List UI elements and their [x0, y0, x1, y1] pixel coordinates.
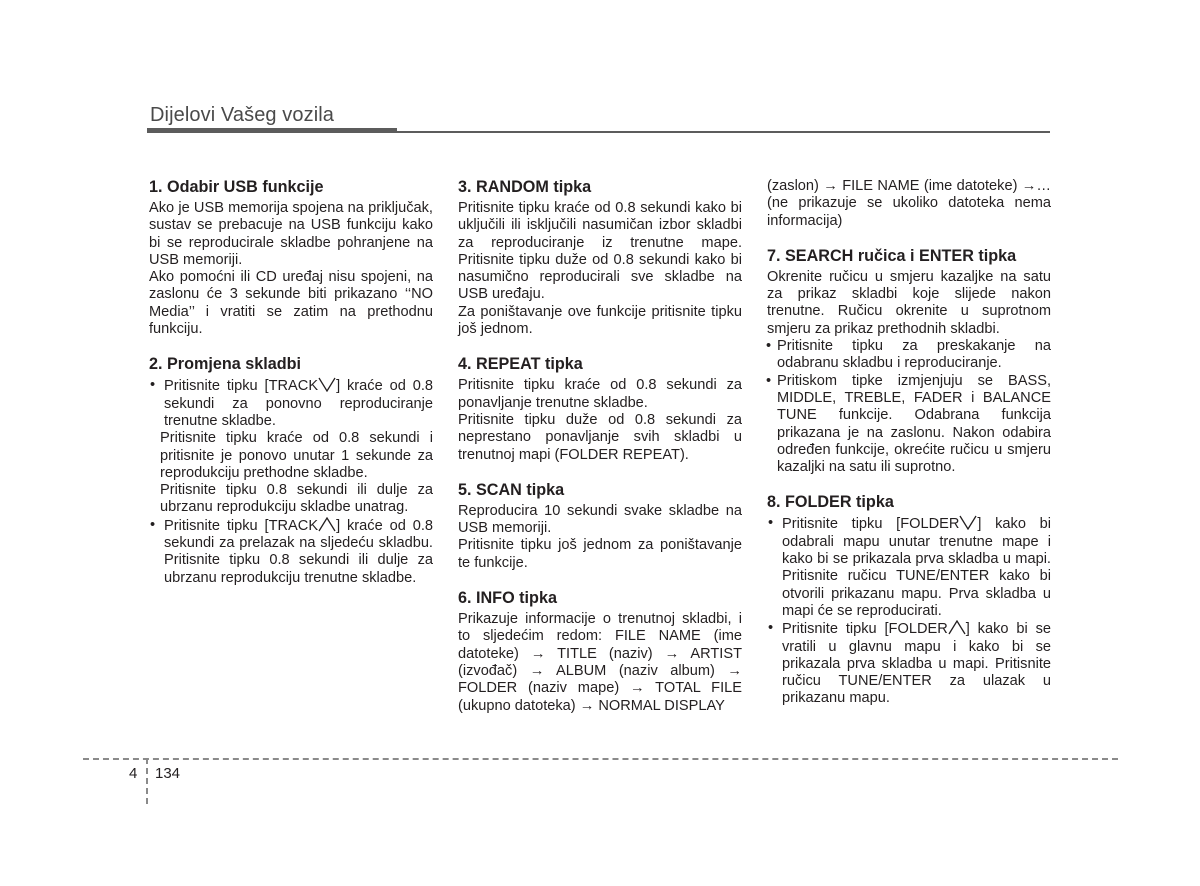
- bullet-text: Pritisnite tipku [TRACK: [164, 378, 319, 395]
- bullet-text: Pritisnite tipku [FOLDER: [782, 516, 960, 533]
- bullet-item: [149, 377, 433, 430]
- section-title-scan: 5. SCAN tipka: [458, 480, 565, 499]
- bullet-item: [767, 515, 1051, 620]
- bullet-item: • Pritisnite tipku za preskakanje na odabranu skladbu i reproduciranje.: [767, 338, 1051, 373]
- bullet-text: ] kako bi odabrali mapu unutar trenutne mape i kako bi se prikazala prva skladba u mapi. Pritisnite ručicu TUNE/ENTER kako bi otvorili prikazanu mapu. Prva skladba u mapi će se reproducirati.: [782, 516, 1051, 619]
- paragraph: Okrenite ručicu u smjeru kazaljke na satu za prikaz skladbi koje slijede nakon trenutne. Ručicu okrenite u suprotnom smjeru za prikaz prethodnih skladbi.: [767, 268, 1051, 337]
- header-rule: [147, 131, 1050, 133]
- paragraph: (zaslon) → FILE NAME (ime datoteke) →… (ne prikazuje se ukoliko datoteka nema informacija): [767, 178, 1051, 229]
- column-3: [767, 178, 1051, 708]
- footer-divider: [83, 758, 1118, 760]
- section-title-info: 6. INFO tipka: [458, 589, 557, 608]
- column-2: [458, 178, 742, 715]
- paragraph: Ako je USB memorija spojena na priključak, sustav se prebacuje na USB funkciju kako bi se reproducirale skladbe pohranjene na USB memoriji.: [149, 200, 433, 268]
- bullet-item: [149, 517, 433, 587]
- paragraph: Pritisnite tipku kraće od 0.8 sekundi za ponavljanje trenutne skladbe.: [458, 377, 742, 411]
- paragraph: Pritisnite tipku kraće od 0.8 sekundi kako bi uključili ili isključili nasumičan izbor skladbi za reproduciranje iz trenutne mape. Pritisnite tipku duže od 0.8 sekundi kako bi nasumično reproducirali sve skladbe na USB uređaju.: [458, 200, 742, 303]
- bullet-text: ] kraće od 0.8 sekundi za ponovno reproduciranje trenutne skladbe.: [164, 378, 433, 429]
- bullet-text: Pritisnite tipku [FOLDER: [782, 621, 948, 638]
- paragraph: Pritisnite tipku 0.8 sekundi ili dulje za ubrzanu reprodukciju skladbe unatrag.: [160, 482, 433, 516]
- paragraph: Pritisnite tipku duže od 0.8 sekundi za neprestano ponavljanje svih skladbi u trenutnoj mapi (FOLDER REPEAT).: [458, 411, 742, 463]
- section-title-folder: 8. FOLDER tipka: [767, 493, 894, 512]
- chevron-up-icon: [948, 620, 966, 635]
- bullet-item: [767, 620, 1051, 707]
- bullet-text: ] kraće od 0.8 sekundi za prelazak na sljedeću skladbu. Pritisnite tipku 0.8 sekundi ili dulje za ubrzanu reprodukciju trenutne skladbe.: [164, 517, 433, 586]
- bullet-text: Pritisnite tipku [TRACK: [164, 517, 319, 534]
- paragraph: Reproducira 10 sekundi svake skladbe na USB memoriji.: [458, 502, 742, 537]
- page-title: Dijelovi Vašeg vozila: [150, 104, 335, 126]
- page-number: 134: [155, 765, 181, 782]
- paragraph: Prikazuje informacije o trenutnoj skladbi, i to sljedećim redom: FILE NAME (ime datoteke) → TITLE (naziv) → ARTIST (izvođač) → ALBUM (naziv album) → FOLDER (naziv mape) → TOTAL FILE (ukupno datoteka) → NORMAL DISPLAY: [458, 611, 742, 714]
- chevron-down-icon: [318, 377, 336, 392]
- bullet-item: • Pritiskom tipke izmjenjuju se BASS, MIDDLE, TREBLE, FADER i BALANCE TUNE funkcije. Odabrana funkcija prikazana je na zaslonu. Nakon odabira određen funkcije, okrećite ručicu u smjeru kazaljki na satu ili suprotno.: [767, 373, 1051, 477]
- bullet-text: ] kako bi se vratili u glavnu mapu i kako bi se prikazala prva skladba u mapi. Pritisnite ručicu TUNE/ENTER za ulazak u prikazanu mapu.: [782, 621, 1051, 707]
- paragraph: Pritisnite tipku kraće od 0.8 sekundi i pritisnite je ponovo unutar 1 sekunde za reprodukciju prethodne skladbe.: [160, 430, 433, 481]
- chevron-up-icon: [318, 517, 336, 532]
- column-1: [149, 178, 433, 587]
- paragraph: Ako pomoćni ili CD uređaj nisu spojeni, na zaslonu će 3 sekunde biti prikazano ‘‘NO Media’’ i vratiti se zatim na prethodnu funkciju.: [149, 269, 433, 338]
- section-title-random: 3. RANDOM tipka: [458, 178, 592, 196]
- section-title-repeat: 4. REPEAT tipka: [458, 355, 583, 374]
- section-title-track: 2. Promjena skladbi: [149, 355, 302, 374]
- paragraph: Za poništavanje ove funkcije pritisnite tipku još jednom.: [458, 303, 742, 338]
- chapter-number: 4: [129, 765, 138, 782]
- chevron-down-icon: [959, 515, 977, 530]
- footer-vertical-divider: [146, 758, 148, 804]
- section-title-usb: 1. Odabir USB funkcije: [149, 178, 324, 196]
- section-title-search: 7. SEARCH ručica i ENTER tipka: [767, 246, 1017, 265]
- paragraph: Pritisnite tipku još jednom za poništavanje te funkcije.: [458, 537, 742, 571]
